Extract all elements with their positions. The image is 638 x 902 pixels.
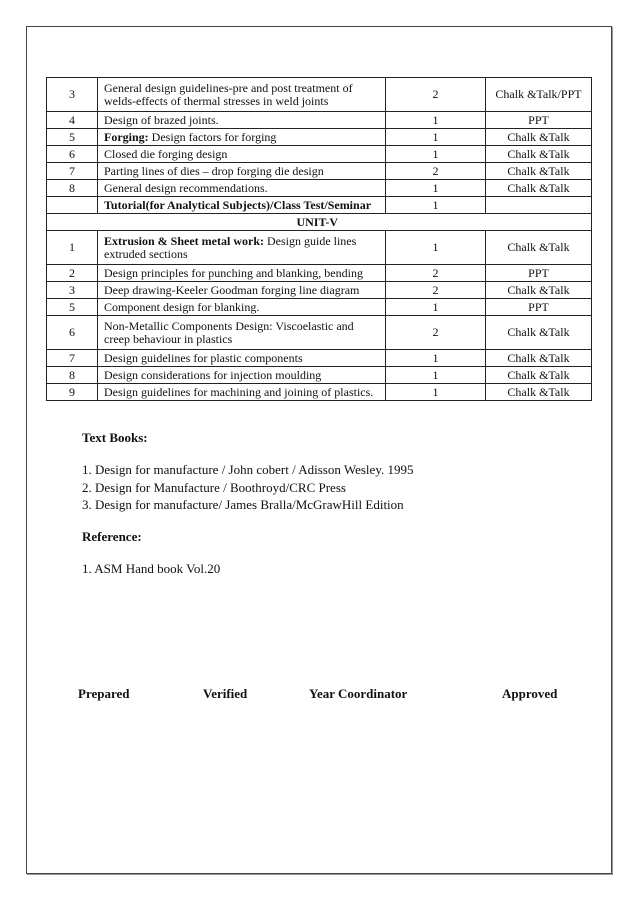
- text-books-section: [82, 430, 148, 446]
- topic-cell: [98, 129, 386, 146]
- table-row: [47, 231, 592, 265]
- teaching-mode-cell: Chalk &Talk: [486, 350, 592, 367]
- topic-text: Design guidelines for plastic components: [104, 350, 303, 365]
- hours-cell: 2: [386, 78, 486, 112]
- serial-number: 8: [47, 180, 98, 197]
- text-book-item: 3. Design for manufacture/ James Bralla/McGrawHill Edition: [82, 497, 404, 512]
- hours-cell: 1: [386, 350, 486, 367]
- hours-cell: 1: [386, 367, 486, 384]
- topic-text: Design guide lines extruded sections: [104, 233, 357, 261]
- hours-cell: 1: [386, 180, 486, 197]
- teaching-mode-cell: Chalk &Talk: [486, 384, 592, 401]
- teaching-mode-cell: Chalk &Talk: [486, 231, 592, 265]
- serial-number: 5: [47, 299, 98, 316]
- teaching-mode-cell: PPT: [486, 265, 592, 282]
- table-row: [47, 316, 592, 350]
- table-row: [47, 367, 592, 384]
- hours-cell: 2: [386, 163, 486, 180]
- unit-blank-cell: [47, 214, 98, 231]
- topic-text: Design factors for forging: [148, 129, 277, 144]
- table-row: [47, 112, 592, 129]
- topic-cell: [98, 282, 386, 299]
- hours-cell: 1: [386, 299, 486, 316]
- hours-cell: 1: [386, 197, 486, 214]
- topic-cell: [98, 78, 386, 112]
- serial-number: 5: [47, 129, 98, 146]
- table-row: [47, 197, 592, 214]
- teaching-mode-cell: Chalk &Talk: [486, 129, 592, 146]
- topic-cell: [98, 384, 386, 401]
- teaching-mode-cell: Chalk &Talk: [486, 367, 592, 384]
- table-row: [47, 180, 592, 197]
- serial-number: 3: [47, 78, 98, 112]
- topic-text: General design recommendations.: [104, 180, 268, 195]
- signature-prepared: Prepared: [78, 686, 130, 701]
- serial-number: 1: [47, 231, 98, 265]
- reference-item: 1. ASM Hand book Vol.20: [82, 561, 221, 576]
- topic-cell: [98, 146, 386, 163]
- table-row: [47, 129, 592, 146]
- table-row: [47, 282, 592, 299]
- signature-verified: Verified: [203, 686, 248, 701]
- teaching-mode-cell: Chalk &Talk/PPT: [486, 78, 592, 112]
- table-row: [47, 350, 592, 367]
- topic-bold-text: Tutorial(for Analytical Subjects)/Class Test/Seminar: [104, 197, 372, 212]
- topic-text: Deep drawing-Keeler Goodman forging line diagram: [104, 282, 360, 297]
- topic-text: Component design for blanking.: [104, 299, 260, 314]
- hours-cell: 2: [386, 265, 486, 282]
- hours-cell: 1: [386, 231, 486, 265]
- table-row: [47, 299, 592, 316]
- topic-cell: [98, 299, 386, 316]
- topic-text: Parting lines of dies – drop forging die design: [104, 163, 324, 178]
- topic-cell: [98, 197, 386, 214]
- table-row: [47, 265, 592, 282]
- hours-cell: 1: [386, 384, 486, 401]
- topic-text: Closed die forging design: [104, 146, 228, 161]
- teaching-mode-cell: Chalk &Talk: [486, 180, 592, 197]
- table-row: [47, 163, 592, 180]
- serial-number: 3: [47, 282, 98, 299]
- signature-year-coordinator: Year Coordinator: [309, 686, 408, 701]
- serial-number: 7: [47, 163, 98, 180]
- hours-cell: 1: [386, 146, 486, 163]
- text-book-item: 2. Design for Manufacture / Boothroyd/CRC Press: [82, 480, 346, 495]
- topic-text: Design of brazed joints.: [104, 112, 219, 127]
- hours-cell: 2: [386, 282, 486, 299]
- serial-number: 7: [47, 350, 98, 367]
- serial-number: 2: [47, 265, 98, 282]
- teaching-mode-cell: Chalk &Talk: [486, 163, 592, 180]
- table-row: [47, 78, 592, 112]
- teaching-mode-cell: Chalk &Talk: [486, 146, 592, 163]
- serial-number: 9: [47, 384, 98, 401]
- table-row: [47, 146, 592, 163]
- serial-number: 8: [47, 367, 98, 384]
- teaching-mode-cell: Chalk &Talk: [486, 282, 592, 299]
- lesson-plan-body: [47, 78, 592, 401]
- reference-heading: Reference:: [82, 529, 142, 544]
- text-book-item: 1. Design for manufacture / John cobert / Adisson Wesley. 1995: [82, 462, 414, 477]
- unit-title: UNIT-V: [98, 214, 592, 231]
- table-row: [47, 384, 592, 401]
- topic-cell: [98, 112, 386, 129]
- topic-cell: [98, 265, 386, 282]
- topic-text: General design guidelines-pre and post treatment of welds-effects of thermal stresses in weld joints: [104, 80, 353, 108]
- teaching-mode-cell: PPT: [486, 112, 592, 129]
- topic-cell: [98, 316, 386, 350]
- unit-header-row: [47, 214, 592, 231]
- text-books-heading: Text Books:: [82, 430, 148, 445]
- serial-number: 6: [47, 146, 98, 163]
- teaching-mode-cell: Chalk &Talk: [486, 316, 592, 350]
- serial-number: 6: [47, 316, 98, 350]
- topic-cell: [98, 231, 386, 265]
- topic-text: Design considerations for injection moulding: [104, 367, 322, 382]
- topic-text: Design principles for punching and blanking, bending: [104, 265, 363, 280]
- hours-cell: 2: [386, 316, 486, 350]
- topic-text: Design guidelines for machining and joining of plastics.: [104, 384, 374, 399]
- lesson-plan-table: [46, 77, 592, 401]
- topic-bold-text: Extrusion & Sheet metal work:: [104, 233, 264, 248]
- topic-text: Non-Metallic Components Design: Viscoelastic and creep behaviour in plastics: [104, 318, 354, 346]
- topic-bold-text: Forging:: [104, 129, 149, 144]
- teaching-mode-cell: PPT: [486, 299, 592, 316]
- topic-cell: [98, 163, 386, 180]
- hours-cell: 1: [386, 112, 486, 129]
- serial-number: 4: [47, 112, 98, 129]
- topic-cell: [98, 180, 386, 197]
- topic-cell: [98, 350, 386, 367]
- teaching-mode-cell: [486, 197, 592, 214]
- signature-approved: Approved: [502, 686, 558, 701]
- serial-number: [47, 197, 98, 214]
- topic-cell: [98, 367, 386, 384]
- hours-cell: 1: [386, 129, 486, 146]
